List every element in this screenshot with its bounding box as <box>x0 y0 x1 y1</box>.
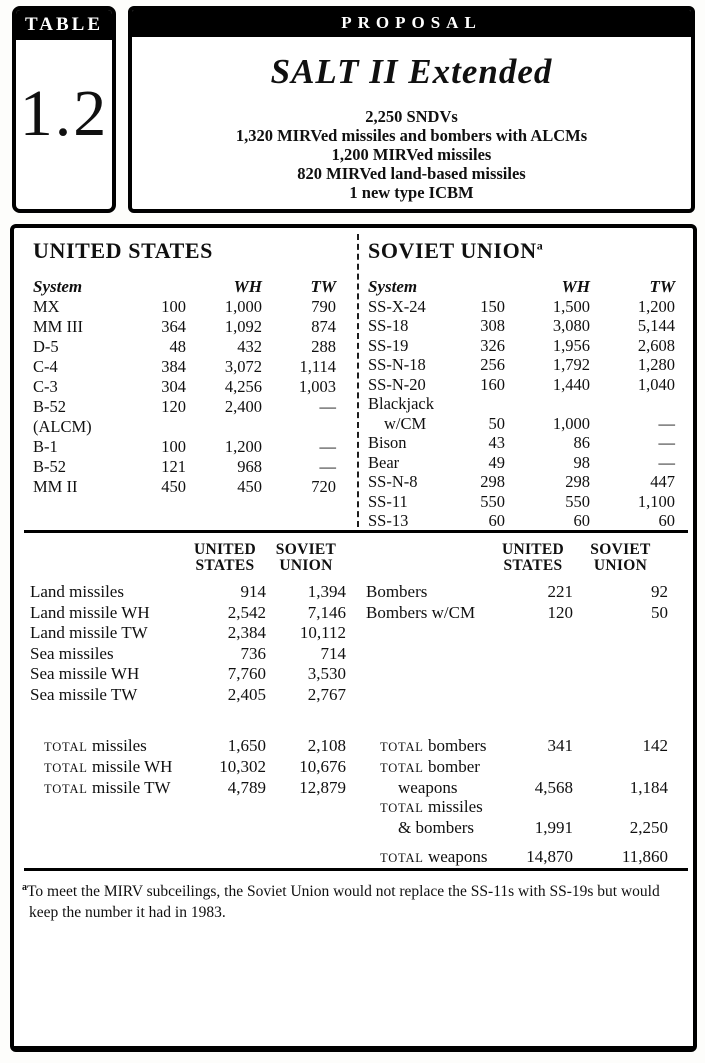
footnote-marker: a <box>22 882 27 893</box>
table-number-box <box>12 6 116 213</box>
total-prefix: TOTAL <box>44 782 88 796</box>
table-row: Bison 43 86 — <box>368 433 675 452</box>
col-header-soviet-union: SOVIET UNION <box>275 541 337 574</box>
table-row: C-4 384 3,072 1,114 <box>33 357 336 376</box>
missile-totals-table <box>30 736 346 799</box>
col-header-system: System <box>33 277 83 296</box>
table-row: SS-13 60 60 60 <box>368 511 675 530</box>
missile-totals-section <box>30 736 346 799</box>
total-row: TOTAL weapons 14,870 11,860 <box>380 847 668 866</box>
total-row-continuation: & bombers 1,991 2,250 <box>398 818 668 837</box>
total-row: TOTAL bombers 341 142 <box>380 736 668 755</box>
table-number: 1.2 <box>19 77 109 150</box>
table-row: Bear 49 98 — <box>368 452 675 472</box>
summary-row: Sea missiles 736 714 <box>30 643 346 663</box>
table-row: SS-11 550 550 1,100 <box>368 491 675 511</box>
summary-row: Sea missile WH 7,760 3,530 <box>30 664 346 683</box>
total-row-continuation: weapons 4,568 1,184 <box>398 778 668 797</box>
proposal-provision-line: 820 MIRVed land-based missiles <box>297 164 526 183</box>
us-section <box>33 238 343 497</box>
soviet-section <box>368 238 690 531</box>
proposal-provision-line: 1 new type ICBM <box>349 183 474 202</box>
summary-row: Land missile TW 2,384 10,112 <box>30 623 346 642</box>
table-row: SS-19 326 1,956 2,608 <box>368 335 675 355</box>
soviet-systems-table <box>368 277 675 531</box>
table-row: MM III 364 1,092 874 <box>33 317 336 336</box>
proposal-banner: PROPOSAL <box>132 10 691 37</box>
total-row: TOTAL missile TW 4,789 12,879 <box>44 778 346 797</box>
table-row: C-3 304 4,256 1,003 <box>33 377 336 396</box>
proposal-provision-line: 1,200 MIRVed missiles <box>331 145 492 164</box>
table-row: SS-N-20 160 1,440 1,040 <box>368 374 675 394</box>
total-prefix: TOTAL <box>44 740 88 754</box>
summary-row: Bombers 221 92 <box>366 582 668 601</box>
col-header-soviet-union: SOVIET UNION <box>590 541 651 574</box>
table-row: SS-18 308 3,080 5,144 <box>368 316 675 335</box>
col-header-wh: WH <box>233 277 262 296</box>
col-header-system: System <box>368 277 418 296</box>
missile-summary-table <box>30 542 346 705</box>
proposal-box <box>128 6 695 213</box>
us-systems-table <box>33 277 336 497</box>
total-row: TOTAL missile WH 10,302 10,676 <box>44 757 346 776</box>
total-prefix: TOTAL <box>380 740 424 754</box>
footnote-line: keep the number it had in 1983. <box>29 904 226 922</box>
footnote-marker-superscript: a <box>536 238 544 253</box>
bomber-totals-table <box>366 736 668 868</box>
table-header-row <box>33 277 336 297</box>
table-box-banner: TABLE <box>16 10 112 40</box>
proposal-provisions <box>132 107 691 202</box>
missile-summary-section <box>30 542 346 705</box>
footnote-divider-line <box>24 868 688 871</box>
main-table-box <box>10 224 697 1052</box>
soviet-title-text: SOVIET UNION <box>368 238 537 263</box>
summary-header-row <box>366 542 668 582</box>
country-column-divider <box>357 234 359 527</box>
table-row: B-1 100 1,200 — <box>33 437 336 456</box>
table-row: SS-N-18 256 1,792 1,280 <box>368 355 675 374</box>
bomber-summary-section <box>366 542 668 623</box>
total-prefix: TOTAL <box>380 801 424 815</box>
summary-row: Sea missile TW 2,405 2,767 <box>30 684 346 704</box>
bomber-totals-section <box>366 736 668 868</box>
total-prefix: TOTAL <box>44 761 88 775</box>
table-header-row <box>368 277 675 297</box>
table-row: Blackjack <box>368 394 434 413</box>
table-row: B-52 121 968 — <box>33 457 336 476</box>
total-row: TOTAL bomber <box>380 757 480 776</box>
col-header-united-states: UNITED STATES <box>193 541 257 574</box>
col-header-tw: TW <box>310 277 336 296</box>
summary-row: Bombers w/CM 120 50 <box>366 602 668 622</box>
table-row: SS-X-24 150 1,500 1,200 <box>368 296 675 316</box>
table-row: MX 100 1,000 790 <box>33 297 336 316</box>
table-row: SS-N-8 298 298 447 <box>368 472 675 491</box>
col-header-tw: TW <box>649 277 675 296</box>
summary-row: Land missiles 914 1,394 <box>30 582 346 601</box>
table-row: B-52 (ALCM) 120 2,400 — <box>33 397 336 436</box>
soviet-section-title <box>368 238 690 264</box>
table-row: MM II 450 450 720 <box>33 477 336 496</box>
bomber-summary-table <box>366 542 668 623</box>
total-row: TOTAL missiles <box>380 797 483 816</box>
table-row: D-5 48 432 288 <box>33 337 336 356</box>
table-row: w/CM 50 1,000 — <box>384 413 675 433</box>
col-header-united-states: UNITED STATES <box>501 541 565 574</box>
footnote <box>22 877 700 923</box>
us-section-title: UNITED STATES <box>33 238 213 263</box>
summary-row: Land missile WH 2,542 7,146 <box>30 602 346 622</box>
summary-header-row <box>30 542 346 582</box>
total-row: TOTAL missiles 1,650 2,108 <box>44 736 346 755</box>
section-divider-line <box>24 530 688 533</box>
proposal-title: SALT II Extended <box>270 52 553 91</box>
total-prefix: TOTAL <box>380 761 424 775</box>
proposal-provision-line: 2,250 SNDVs <box>365 107 458 126</box>
col-header-wh: WH <box>561 277 590 296</box>
proposal-provision-line: 1,320 MIRVed missiles and bombers with ALCMs <box>235 126 588 145</box>
total-prefix: TOTAL <box>380 851 424 865</box>
footnote-line: $^a$To meet the MIRV subceilings, the Soviet Union would not replace the SS-11s with SS-19s but would <box>22 882 660 901</box>
